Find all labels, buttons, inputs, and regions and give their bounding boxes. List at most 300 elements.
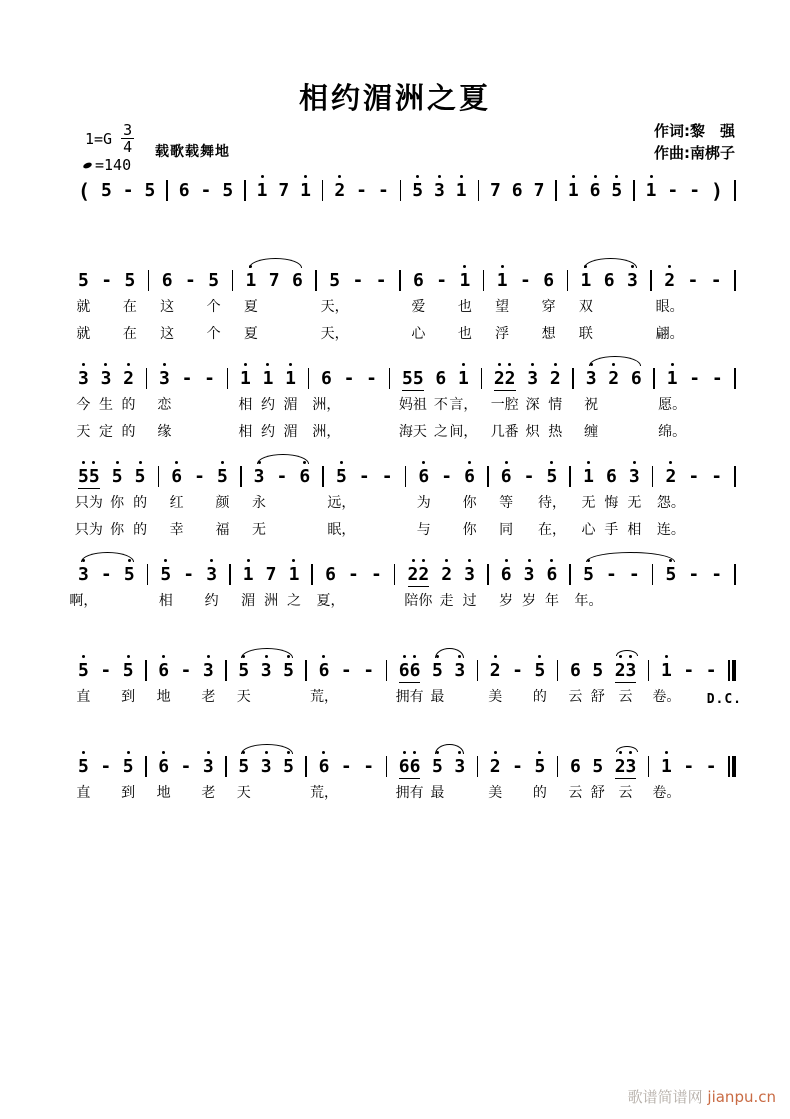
lyric: 相	[158, 593, 173, 609]
lyric: 过	[462, 593, 477, 609]
note: 5 舒	[590, 756, 605, 801]
octave-dots	[243, 556, 253, 564]
lyric: 言，	[449, 397, 478, 413]
octave-dots	[490, 652, 500, 660]
note: 7	[278, 180, 290, 201]
note: 1 湄	[243, 556, 254, 586]
dash: -	[377, 180, 389, 201]
note: 6 不 之	[433, 368, 448, 440]
note: 6	[511, 180, 523, 201]
note: 5 到	[123, 652, 134, 682]
note: 7 洲	[264, 564, 279, 609]
dash: -	[436, 270, 448, 291]
barline	[240, 458, 242, 487]
lyric: 海天	[398, 424, 427, 440]
note: 5 相	[160, 556, 171, 586]
barline	[487, 556, 489, 585]
lyric: 天	[236, 689, 251, 705]
octave-dots	[665, 262, 675, 270]
dash: -	[688, 564, 700, 585]
lyric: 相	[238, 397, 253, 413]
lyric: 缘	[157, 424, 172, 440]
slur	[241, 744, 294, 754]
note: 6	[299, 458, 310, 488]
note: 23 云	[615, 652, 637, 683]
lyric: 的	[133, 522, 148, 538]
barline	[555, 172, 557, 201]
dash: -	[683, 660, 695, 681]
lyric: 恋	[157, 397, 172, 413]
dash: -	[194, 466, 205, 487]
octave-dots	[547, 556, 557, 564]
lyric: 浮	[495, 326, 510, 342]
note: 22 陪你	[408, 556, 430, 587]
barline	[478, 172, 480, 201]
octave-dots	[161, 556, 171, 564]
barline	[147, 556, 149, 585]
lyric: 的	[532, 785, 547, 801]
barline	[734, 262, 736, 291]
time-signature-bottom: 4	[123, 138, 133, 156]
lyric: 心	[411, 326, 426, 342]
watermark-url: jianpu.cn	[707, 1088, 776, 1106]
dash: -	[340, 756, 352, 777]
note: 1	[257, 172, 268, 202]
barline	[734, 172, 736, 201]
octave-dots	[286, 360, 296, 368]
lyric: 穿	[541, 299, 556, 315]
lyric: 愿。	[658, 397, 687, 413]
lyric: 云	[568, 785, 583, 801]
lyric: 间，	[449, 424, 478, 440]
lyric: 绵。	[658, 424, 687, 440]
dash: -	[381, 466, 393, 487]
octave-dots	[217, 458, 227, 466]
slur	[435, 744, 465, 754]
barline	[232, 262, 234, 291]
lyric: 炽	[525, 424, 540, 440]
lyric: 天，	[320, 326, 349, 342]
octave-dots	[159, 652, 169, 660]
lyric: 洲	[264, 593, 279, 609]
note: 6 爱 心	[411, 270, 426, 342]
octave-dots	[159, 360, 169, 368]
note: 5	[144, 180, 156, 201]
barline	[225, 748, 227, 777]
note: 55 妈祖 海天	[398, 368, 427, 440]
lyric: 个	[206, 299, 221, 315]
octave-dots	[458, 360, 468, 368]
lyric: 年	[544, 593, 559, 609]
note: 6 荒，	[319, 748, 330, 778]
lyric: 相	[627, 522, 642, 538]
lyric: 夏，	[316, 593, 345, 609]
note: 1 卷。	[661, 748, 672, 778]
lyric: 待，	[537, 495, 566, 511]
note: 3	[261, 652, 272, 682]
tempo-value: =140	[95, 156, 132, 174]
octave-dots	[460, 262, 470, 270]
note: 5	[124, 556, 135, 586]
octave-dots	[159, 748, 169, 756]
lyric: 个	[206, 326, 221, 342]
lyric: 卷。	[652, 785, 681, 801]
note: 6 地	[158, 652, 169, 682]
slur	[81, 552, 135, 562]
lyric: 与	[416, 522, 431, 538]
music-line-verse-line-5	[76, 652, 742, 718]
dash: -	[181, 368, 193, 389]
note: 5 在 在	[122, 270, 137, 342]
lyric: 夏	[243, 326, 258, 342]
lyric: 舒	[590, 785, 605, 801]
dash: -	[520, 270, 531, 291]
lyric: 今	[76, 397, 91, 413]
note: 3 老	[203, 652, 214, 682]
barline	[166, 172, 168, 201]
lyric: 同	[499, 522, 514, 538]
note: 6 洲， 洲，	[312, 368, 341, 440]
note: 5 的	[535, 748, 546, 778]
lyric: 老	[201, 689, 216, 705]
octave-dots	[419, 458, 429, 466]
lyric: 的	[121, 397, 136, 413]
dash: -	[711, 564, 723, 585]
barline	[569, 458, 571, 487]
slur	[249, 258, 303, 268]
barline	[557, 748, 559, 777]
note: 6 夏，	[316, 564, 345, 609]
lyric: 也	[457, 299, 472, 315]
dash: -	[710, 270, 722, 291]
dash: -	[688, 466, 700, 487]
octave-dots	[528, 360, 538, 368]
barline	[322, 172, 324, 201]
lyric: 荒，	[309, 689, 338, 705]
lyric: 到	[121, 689, 136, 705]
note: 5 颜 福	[217, 458, 228, 488]
dash: -	[667, 180, 679, 201]
lyric: 福	[215, 522, 230, 538]
key-label: 1=G	[85, 129, 113, 148]
lyric: 云	[568, 689, 583, 705]
note: 3 深 炽	[527, 360, 538, 390]
watermark-site-name: 歌谱简谱网	[627, 1088, 708, 1106]
dash: -	[180, 660, 192, 681]
note: 22 一腔 几番	[494, 360, 516, 391]
barline	[229, 556, 231, 585]
octave-dots	[336, 458, 346, 466]
note: 5	[412, 172, 423, 202]
lyric: 老	[201, 785, 216, 801]
lyric: 情	[548, 397, 563, 413]
note: 1	[568, 172, 579, 202]
dash: -	[683, 756, 695, 777]
note: 5 的 的	[135, 458, 146, 488]
octave-dots	[203, 748, 213, 756]
barline	[148, 262, 150, 291]
lyric: 你	[110, 522, 125, 538]
lyric: 在	[122, 299, 137, 315]
note: 1 之	[289, 556, 300, 586]
lyric: 不	[433, 397, 448, 413]
octave-dots	[568, 172, 578, 180]
lyric: 只为	[74, 495, 103, 511]
dash: -	[711, 466, 723, 487]
note: 6 荒，	[319, 652, 330, 682]
lyric: 想	[541, 326, 556, 342]
octave-dots	[400, 652, 420, 660]
note: 6 岁	[501, 556, 512, 586]
note: 3 恋 缘	[159, 360, 170, 390]
note: 6	[603, 270, 615, 291]
note: 5 天	[238, 652, 249, 682]
lyric: 红	[169, 495, 184, 511]
note: 2 美	[490, 748, 501, 778]
slur	[257, 454, 310, 464]
lyric: 这	[160, 299, 175, 315]
lyric: 你	[462, 522, 477, 538]
slur	[241, 648, 294, 658]
lyric: 定	[98, 424, 113, 440]
lyric: 就	[76, 299, 91, 315]
lyric: 岁	[499, 593, 514, 609]
dash: -	[705, 660, 717, 681]
note: 5 直	[78, 748, 89, 778]
barline	[322, 458, 324, 487]
lyric: 深	[525, 397, 540, 413]
note: 2 情 热	[550, 360, 561, 390]
note: 5 的	[535, 652, 546, 682]
note: 5	[665, 556, 676, 586]
octave-dots	[501, 556, 511, 564]
note: 6	[630, 368, 642, 389]
watermark	[628, 1086, 776, 1107]
note: 6 云	[568, 756, 583, 801]
lyric: 直	[76, 785, 91, 801]
lyric: 一腔	[490, 397, 519, 413]
lyric: 远，	[327, 495, 356, 511]
note: 6	[590, 172, 601, 202]
barline	[315, 262, 317, 291]
note: 3 永 无	[254, 458, 265, 488]
dash: -	[512, 660, 523, 681]
lyric: 就	[76, 326, 91, 342]
lyric: 望	[495, 299, 510, 315]
note: 3	[434, 172, 445, 202]
note: 1 湄 湄	[285, 360, 296, 390]
note: 2 怨。 连。	[665, 458, 676, 488]
dash: -	[100, 660, 112, 681]
barline	[405, 458, 407, 487]
lyric: 地	[156, 689, 171, 705]
note: 5 到	[123, 748, 134, 778]
barline	[567, 262, 569, 291]
octave-dots	[257, 172, 267, 180]
note: 5 直	[78, 652, 89, 682]
dash: -	[363, 660, 375, 681]
dash: -	[441, 466, 453, 487]
lyric: 约	[260, 397, 275, 413]
octave-dots	[263, 360, 273, 368]
lyric: 拥有	[395, 785, 424, 801]
barline	[648, 652, 650, 681]
dash: -	[606, 564, 617, 585]
lyric: 爱	[411, 299, 426, 315]
lyric: 在	[122, 326, 137, 342]
octave-dots	[78, 360, 88, 368]
music-line-intro	[78, 172, 736, 212]
lyric: 悔	[604, 495, 619, 511]
barline	[305, 652, 307, 681]
lyric: 约	[204, 593, 219, 609]
octave-dots	[78, 652, 88, 660]
lyric: 生	[98, 397, 113, 413]
lyric: 天	[236, 785, 251, 801]
octave-dots	[495, 360, 515, 368]
note: 5 最	[432, 748, 443, 778]
octave-dots	[79, 458, 99, 466]
barline	[386, 748, 388, 777]
music-line-verse-line-4	[69, 556, 736, 622]
note: 2	[608, 360, 619, 390]
barline	[244, 172, 246, 201]
lyric: 美	[488, 689, 503, 705]
barline	[399, 262, 401, 291]
note: 1 无 心	[583, 458, 594, 488]
lyric: 无	[252, 522, 267, 538]
lyric: 你	[110, 495, 125, 511]
note: 5	[283, 748, 294, 778]
octave-dots	[465, 556, 475, 564]
note: 6 穿 想	[541, 270, 556, 342]
lyric: 夏	[243, 299, 258, 315]
slur	[616, 650, 638, 656]
lyric: 之	[433, 424, 448, 440]
lyric: 也	[457, 326, 472, 342]
barline	[650, 262, 652, 291]
octave-dots	[590, 172, 600, 180]
note: 1 夏 夏	[246, 262, 257, 292]
barline	[633, 172, 635, 201]
note: 1	[646, 172, 657, 202]
barline	[386, 652, 388, 681]
paren: )	[710, 179, 723, 203]
dash: -	[180, 756, 192, 777]
note: 7	[533, 180, 545, 201]
octave-dots	[465, 458, 475, 466]
lyric: 这	[160, 326, 175, 342]
octave-dots	[661, 748, 671, 756]
lyric: 天	[76, 424, 91, 440]
dash: -	[200, 180, 212, 201]
barline	[389, 360, 391, 389]
dash: -	[370, 564, 382, 585]
note: 5 个 个	[206, 270, 221, 342]
note: 2 走	[441, 556, 452, 586]
note: 3	[261, 748, 272, 778]
lyric: 的	[532, 689, 547, 705]
octave-dots	[240, 360, 250, 368]
lyric: 联	[578, 326, 593, 342]
barline	[487, 458, 489, 487]
lyric: 美	[488, 785, 503, 801]
barline	[477, 652, 479, 681]
note: 6	[292, 270, 303, 291]
music-line-verse-line-3	[74, 458, 736, 546]
barline	[145, 748, 147, 777]
octave-dots	[112, 458, 122, 466]
lyricist: 作词:黎 强	[654, 122, 735, 140]
note: 5 天	[238, 748, 249, 778]
barline	[145, 652, 147, 681]
dash: -	[204, 368, 215, 389]
dash: -	[689, 368, 701, 389]
note: 3	[627, 262, 638, 292]
lyric: 只为	[74, 522, 103, 538]
lyric: 热	[548, 424, 563, 440]
lyric: 拥有	[395, 689, 424, 705]
octave-dots	[661, 652, 671, 660]
dash: -	[122, 180, 134, 201]
lyric: 湄	[283, 397, 298, 413]
note: 1	[300, 172, 311, 202]
lyric: 眼。	[655, 299, 684, 315]
dash: -	[356, 180, 368, 201]
octave-dots	[413, 172, 423, 180]
note: 3 今 天	[78, 360, 89, 390]
note: 5 远， 眠，	[336, 458, 347, 488]
key-signature	[85, 122, 134, 155]
barline	[227, 360, 229, 389]
lyric: 幸	[169, 522, 184, 538]
dash: -	[366, 368, 377, 389]
slur	[586, 552, 676, 562]
note: 2 美	[490, 652, 501, 682]
octave-dots	[301, 172, 311, 180]
music-line-verse-line-1	[78, 262, 736, 350]
dash: -	[512, 756, 523, 777]
lyric: 荒，	[309, 785, 338, 801]
note: 1	[456, 172, 467, 202]
note: 5 就 就	[76, 270, 91, 342]
octave-dots	[535, 748, 545, 756]
note: 6 红 幸	[171, 458, 182, 488]
lyric: 地	[156, 785, 171, 801]
lyric: 颜	[215, 495, 230, 511]
lyric: 手	[604, 522, 619, 538]
note: 5	[222, 180, 234, 201]
barline	[652, 458, 654, 487]
octave-dots	[612, 172, 622, 180]
octave-dots	[101, 360, 111, 368]
lyric: 你	[462, 495, 477, 511]
octave-dots	[408, 556, 428, 564]
octave-dots	[203, 652, 213, 660]
note: 2 的 的	[123, 360, 134, 390]
lyric: 啊，	[69, 593, 98, 609]
octave-dots	[289, 556, 299, 564]
note: 2 眼。 翩。	[664, 262, 675, 292]
lyric: 心	[581, 522, 596, 538]
lyric: 缠	[584, 424, 599, 440]
barline	[653, 360, 655, 389]
lyric: 天，	[320, 299, 349, 315]
octave-dots	[535, 652, 545, 660]
barline	[477, 748, 479, 777]
lyric: 连。	[656, 522, 685, 538]
expression-marking: 载歌载舞地	[155, 144, 230, 160]
